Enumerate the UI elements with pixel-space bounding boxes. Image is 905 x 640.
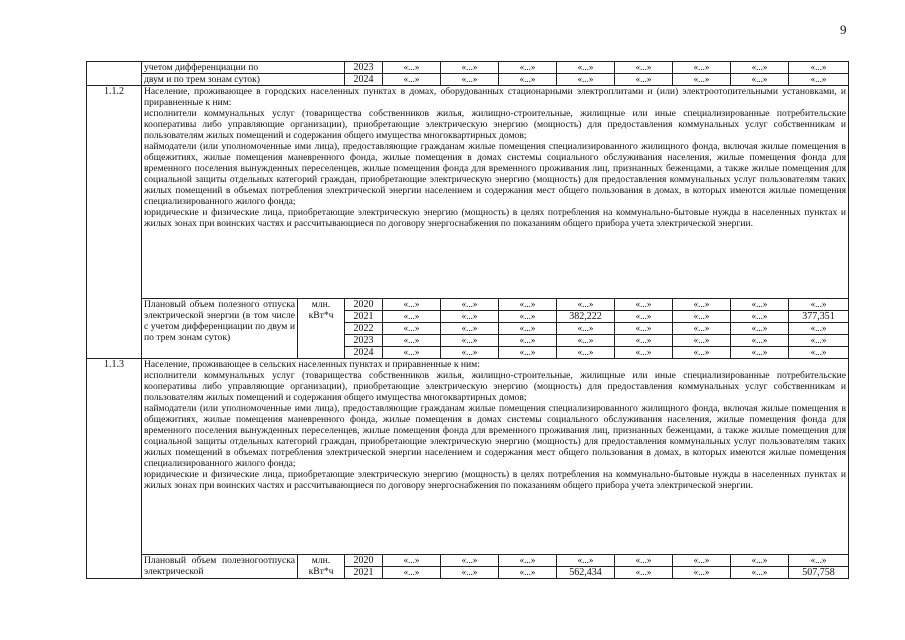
value-cell: «...»	[441, 347, 499, 359]
value-cell: «...»	[383, 335, 441, 347]
value-cell: «...»	[441, 323, 499, 335]
section-description	[142, 86, 849, 299]
year-cell: 2021	[345, 567, 383, 579]
value-cell: «...»	[383, 311, 441, 323]
year-cell: 2021	[345, 311, 383, 323]
value-cell: «...»	[615, 347, 673, 359]
section-description	[142, 359, 849, 555]
value-cell: «...»	[499, 567, 557, 579]
value-cell: «...»	[615, 335, 673, 347]
value-cell: «...»	[557, 74, 615, 86]
value-cell: «...»	[441, 567, 499, 579]
value-cell: «...»	[383, 62, 441, 74]
value-cell: «...»	[731, 299, 789, 311]
row-number-empty	[87, 62, 142, 86]
description-paragraph: Население, проживающее в сельских населенных пунктах и приравненные к ним:	[144, 359, 480, 370]
value-cell: 507,758	[789, 567, 849, 579]
value-cell: «...»	[789, 323, 849, 335]
value-cell: «...»	[673, 323, 731, 335]
value-cell: «...»	[615, 311, 673, 323]
year-cell: 2020	[345, 555, 383, 567]
value-cell: «...»	[557, 323, 615, 335]
year-cell: 2020	[345, 299, 383, 311]
unit-label: млн. кВт*ч	[298, 299, 345, 359]
value-cell: «...»	[383, 299, 441, 311]
value-cell: «...»	[499, 555, 557, 567]
value-cell: «...»	[557, 62, 615, 74]
value-cell: «...»	[499, 299, 557, 311]
value-cell: «...»	[673, 335, 731, 347]
value-cell: «...»	[731, 323, 789, 335]
value-cell: «...»	[499, 74, 557, 86]
year-cell: 2023	[345, 335, 383, 347]
year-cell: 2024	[345, 347, 383, 359]
value-cell: «...»	[615, 299, 673, 311]
value-cell: «...»	[789, 555, 849, 567]
section-number: 1.1.2	[87, 86, 142, 359]
indicator-label-line: учетом дифференциации по	[142, 62, 345, 74]
value-cell: «...»	[673, 567, 731, 579]
value-cell: «...»	[615, 555, 673, 567]
value-cell: «...»	[499, 62, 557, 74]
value-cell: «...»	[441, 74, 499, 86]
year-cell: 2022	[345, 323, 383, 335]
value-cell: «...»	[557, 555, 615, 567]
value-cell: «...»	[731, 335, 789, 347]
value-cell: «...»	[731, 62, 789, 74]
value-cell: «...»	[383, 74, 441, 86]
description-paragraph: исполнители коммунальных услуг (товарищества собственников жилья, жилищно-строительные, жилищные или иные специализированные потребительские кооперативы либо управляющие организации), приобретающие электрическую энергию (мощность) для предоставления коммунальных услуг собственникам и пользователям жилых помещений и содержания общего имущества многоквартирных домов;	[144, 370, 847, 403]
value-cell: «...»	[441, 299, 499, 311]
value-cell: «...»	[441, 62, 499, 74]
value-cell: 382,222	[557, 311, 615, 323]
value-cell: «...»	[789, 74, 849, 86]
description-paragraph: исполнители коммунальных услуг (товарищества собственников жилья, жилищно-строительные, жилищные или иные специализированные потребительские кооперативы либо управляющие организации), приобретающие электрическую энергию (мощность) для предоставления коммунальных услуг собственникам и пользователям жилых помещений и содержания общего имущества многоквартирных домов;	[144, 108, 847, 141]
value-cell: «...»	[673, 555, 731, 567]
description-paragraph: наймодатели (или уполномоченные ими лица), предоставляющие гражданам жилые помещения специализированного жилищного фонда, включая жилые помещения в общежитиях, жилые помещения маневренного фонда, жилые помещения в домах системы социального обслуживания населения, жилые помещения фонда для временного поселения вынужденных переселенцев, жилые помещения фонда для временного проживания лиц, признанных беженцами, а также жилые помещения для социальной защиты отдельных категорий граждан, приобретающие электрическую энергию (мощность) для предоставления коммунальных услуг пользователям таких жилых помещений в объемах потребления электрической энергии населением и содержания мест общего пользования в домах, в которых имеются жилые помещения специализированного жилого фонда;	[144, 403, 847, 469]
value-cell: «...»	[789, 347, 849, 359]
value-cell: «...»	[441, 335, 499, 347]
description-paragraph: Население, проживающее в городских населенных пунктах в домах, оборудованных стационарными электроплитами и (или) электроотопительными установками, и приравненные к ним:	[144, 86, 847, 108]
value-cell: «...»	[731, 311, 789, 323]
year-cell: 2023	[345, 62, 383, 74]
page-number: 9	[840, 22, 847, 37]
value-cell: «...»	[557, 299, 615, 311]
value-cell: «...»	[499, 311, 557, 323]
description-paragraph: наймодатели (или уполномоченные ими лица), предоставляющие гражданам жилые помещения специализированного жилищного фонда, включая жилые помещения в общежитиях, жилые помещения маневренного фонда, жилые помещения в домах системы социального обслуживания населения, жилые помещения фонда для временного поселения вынужденных переселенцев, жилые помещения фонда для временного проживания лиц, признанных беженцами, а также жилые помещения для социальной защиты отдельных категорий граждан, приобретающие электрическую энергию (мощность) для предоставления коммунальных услуг пользователям таких жилых помещений в объемах потребления электрической энергии населением и содержания мест общего пользования в домах, в которых имеются жилые помещения специализированного жилого фонда;	[144, 141, 847, 207]
value-cell: «...»	[789, 62, 849, 74]
unit-label: млн. кВт*ч	[298, 555, 345, 579]
value-cell: «...»	[615, 323, 673, 335]
value-cell: «...»	[673, 311, 731, 323]
value-cell: «...»	[615, 567, 673, 579]
indicator-label	[142, 555, 298, 579]
value-cell: «...»	[731, 555, 789, 567]
value-cell: «...»	[673, 74, 731, 86]
value-cell: «...»	[615, 62, 673, 74]
value-cell: «...»	[731, 567, 789, 579]
tariff-table	[86, 61, 849, 579]
value-cell: «...»	[557, 335, 615, 347]
value-cell: «...»	[731, 74, 789, 86]
value-cell: «...»	[615, 74, 673, 86]
indicator-label-line: двум и по трем зонам суток)	[142, 74, 345, 86]
description-paragraph: юридические и физические лица, приобретающие электрическую энергию (мощность) в целях потребления на коммунально-бытовые нужды в населенных пунктах и жилых зонах при воинских частях и рассчитывающиеся по договору энергоснабжения по показаниям общего прибора учета электрической энергии.	[144, 469, 847, 491]
value-cell: «...»	[499, 323, 557, 335]
value-cell: «...»	[789, 335, 849, 347]
value-cell: «...»	[731, 347, 789, 359]
value-cell: 377,351	[789, 311, 849, 323]
value-cell: «...»	[673, 62, 731, 74]
value-cell: 562,434	[557, 567, 615, 579]
section-number: 1.1.3	[87, 359, 142, 579]
year-cell: 2024	[345, 74, 383, 86]
value-cell: «...»	[673, 299, 731, 311]
value-cell: «...»	[383, 555, 441, 567]
value-cell: «...»	[383, 567, 441, 579]
value-cell: «...»	[499, 347, 557, 359]
indicator-label: Плановый объем полезного отпуска электрической энергии (в том числе с учетом дифференциации по двум и по трем зонам суток)	[142, 299, 298, 359]
value-cell: «...»	[557, 347, 615, 359]
value-cell: «...»	[383, 347, 441, 359]
indicator-label-line: Плановый объем полезного	[144, 555, 264, 566]
indicator-label-line: отпуска электрической	[144, 555, 295, 577]
value-cell: «...»	[383, 323, 441, 335]
value-cell: «...»	[673, 347, 731, 359]
value-cell: «...»	[499, 335, 557, 347]
value-cell: «...»	[441, 311, 499, 323]
value-cell: «...»	[441, 555, 499, 567]
description-paragraph: юридические и физические лица, приобретающие электрическую энергию (мощность) в целях потребления на коммунально-бытовые нужды в населенных пунктах и жилых зонах при воинских частях и рассчитывающиеся по договору энергоснабжения по показаниям общего прибора учета электрической энергии.	[144, 207, 847, 229]
value-cell: «...»	[789, 299, 849, 311]
